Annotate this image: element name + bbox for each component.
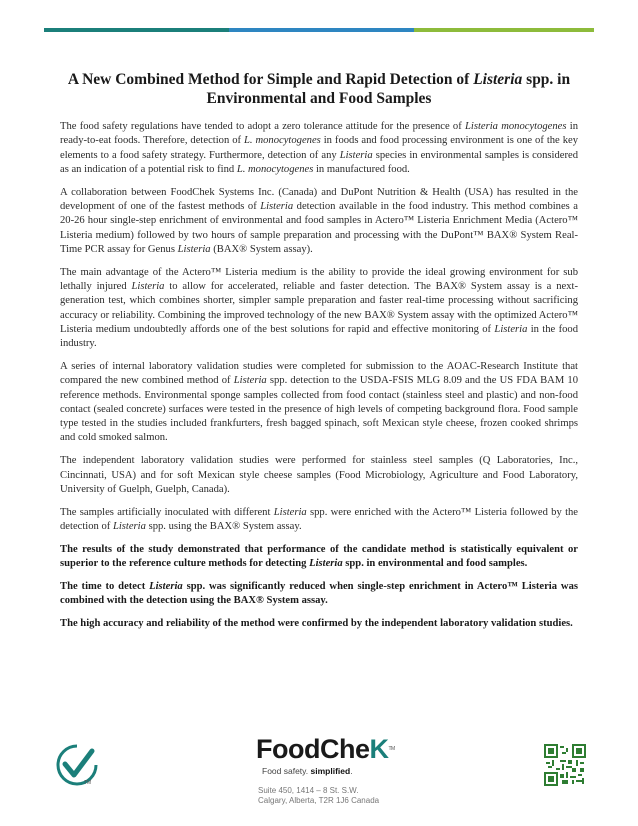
qr-code-icon[interactable] — [544, 744, 586, 786]
brand-k: K — [369, 734, 389, 764]
foodchek-logo — [256, 734, 396, 806]
conclusion-time: The time to detect Listeria spp. was significantly reduced when single-step enrichment in Actero™ Listeria was combined with the detection using the BAX® System assay. — [60, 580, 578, 607]
footer — [0, 720, 638, 826]
check-tm: TM — [84, 780, 92, 786]
company-address — [258, 786, 396, 806]
document-body — [60, 70, 578, 640]
brand-tm: TM — [388, 746, 395, 752]
paragraph-intro: The food safety regulations have tended to adopt a zero tolerance attitude for the presence of Listeria monocytogenes in ready-to-eat foods. Therefore, detection of L. monocytogenes in foods and food processing environment is one of the key elements to a food safety strategy. Furthermore, detection of any Listeria species in environmental samples is considered as an indication of a potential risk to find L. monocytogenes in manufactured food. — [60, 121, 579, 175]
header-bar-blue — [229, 28, 414, 32]
document-title: A New Combined Method for Simple and Rapid Detection of Listeria spp. in Environmental and Food Samples — [67, 71, 571, 107]
brand-name: FoodCheK™ — [256, 734, 395, 764]
paragraph-validation-internal: A series of internal laboratory validation studies were completed for submission to the AOAC-Research Institute that compared the new combined method of Listeria spp. detection to the USDA-FSIS MLG 8.09 and the US FDA BAM 10 reference methods. Environmental sponge samples collected from food contact (stainless steel and plastic) and non-food contact (sealed concrete) surfaces were tested in the presence of high levels of competing background flora. Food sample type tested in the studies included frankfurters, fresh bagged spinach, soft Mexican style cheese, frozen cooked shrimps and cold smoked salmon. — [60, 360, 579, 444]
tagline: Food safety. simplified. — [262, 766, 353, 776]
paragraph-advantage: The main advantage of the Actero™ Listeria medium is the ability to provide the ideal growing environment for sub lethally injured Listeria to allow for accelerated, reliable and faster detection. The BAX® System assay is a next-generation test, which combines shorter, simpler sample preparation and faster real-time processing without sacrificing accuracy or reliability. Combining the improved technology of the new BAX® System assay with the optimized Actero™ Listeria medium undoubtedly affords one of the best solutions for rapid and effective monitoring of Listeria in the food industry. — [60, 266, 579, 350]
header-bar-green — [414, 28, 594, 32]
address-line-2: Calgary, Alberta, T2R 1J6 Canada — [258, 796, 380, 805]
aoac-check-icon — [54, 742, 100, 788]
paragraph-validation-independent: The independent laboratory validation studies were performed for stainless steel samples (Q Laboratories, Inc., Cincinnati, USA) and for soft Mexican style cheese samples (Food Microbiology, Agriculture and Food Laboratory, University of Guelph, Guelph, Canada). — [60, 455, 578, 495]
paragraph-inoculation: The samples artificially inoculated with different Listeria spp. were enriched with the Actero™ Listeria followed by the detection of Listeria spp. using the BAX® System assay. — [60, 506, 579, 532]
header-color-bar — [44, 28, 594, 32]
conclusion-accuracy: The high accuracy and reliability of the method were confirmed by the independent laboratory validation studies. — [60, 617, 573, 629]
conclusion-performance: The results of the study demonstrated that performance of the candidate method is statistically equivalent or superior to the reference culture methods for detecting Listeria spp. in environmental and food samples. — [60, 543, 578, 570]
header-bar-teal — [44, 28, 229, 32]
paragraph-collaboration: A collaboration between FoodChek Systems Inc. (Canada) and DuPont Nutrition & Health (USA) has resulted in the development of one of the fastest methods of Listeria detection available in the food industry. This method combines a 20-26 hour single-step enrichment of environmental and food samples in Actero™ Listeria Enrichment Media (Actero™ Listeria medium) followed by two hours of sample preparation and processing with the DuPont™ BAX® System Real-Time PCR assay for Genus Listeria (BAX® System assay). — [60, 186, 578, 255]
address-line-1: Suite 450, 1414 – 8 St. S.W. — [258, 786, 359, 795]
